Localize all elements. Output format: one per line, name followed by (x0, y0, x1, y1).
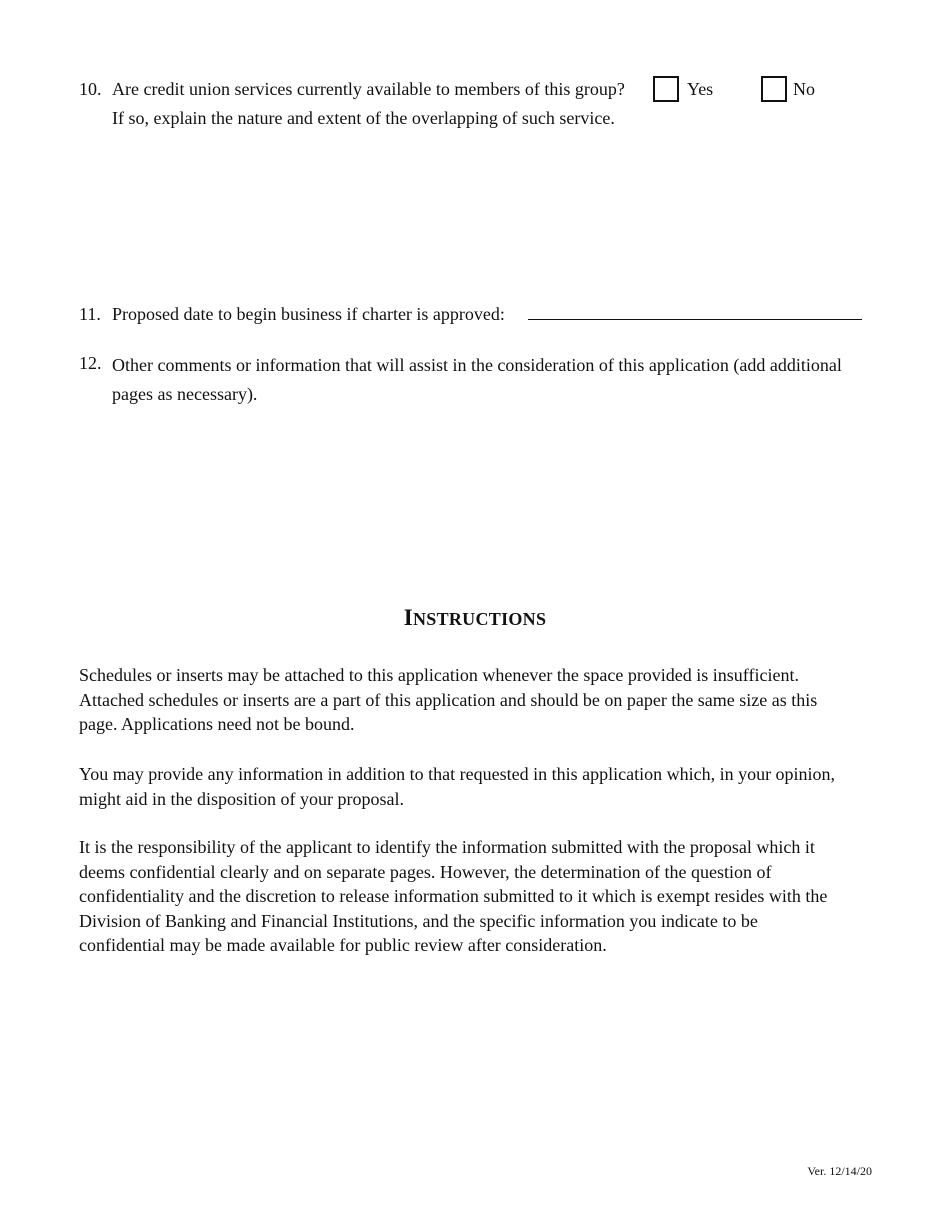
paragraph-line: Attached schedules or inserts are a part of this application and should be on paper the same size as this (79, 689, 818, 710)
version-label: Ver. 12/14/20 (807, 1164, 872, 1178)
instructions-heading (0, 606, 950, 631)
paragraph-line: confidential may be made available for public review after consideration. (79, 935, 607, 955)
heading-initial: I (403, 605, 413, 630)
heading-rest: NSTRUCTIONS (412, 609, 547, 629)
no-checkbox[interactable] (761, 76, 787, 102)
instructions-paragraph-3 (79, 835, 879, 958)
paragraph-line: page. Applications need not be bound. (79, 714, 355, 734)
paragraph-line: Schedules or inserts may be attached to this application whenever the space provided is insufficient. (79, 665, 799, 685)
date-answer-field[interactable] (528, 319, 862, 320)
question-number: 12. (79, 353, 102, 373)
question-body (112, 77, 879, 130)
paragraph-line: Division of Banking and Financial Institutions, and the specific information you indicate to be (79, 910, 758, 931)
paragraph-line: deems confidential clearly and on separate pages. However, the determination of the question of (79, 861, 772, 882)
paragraph-line: It is the responsibility of the applicant to identify the information submitted with the proposal which it (79, 837, 815, 857)
yes-checkbox[interactable] (653, 76, 679, 102)
question-text: Are credit union services currently available to members of this group? (112, 79, 625, 99)
paragraph-line: confidentiality and the discretion to release information submitted to it which is exempt resides with the (79, 886, 828, 906)
question-text: Proposed date to begin business if charter is approved: (112, 304, 505, 324)
question-body (112, 351, 879, 409)
question-subtext: pages as necessary). (112, 384, 258, 404)
instructions-paragraph-2 (79, 762, 879, 811)
question-subtext: If so, explain the nature and extent of the overlapping of such service. (112, 108, 615, 128)
question-text: Other comments or information that will assist in the consideration of this application (add additional (112, 355, 842, 375)
question-number: 10. (79, 79, 102, 99)
paragraph-line: You may provide any information in addition to that requested in this application which, in your opinion, (79, 764, 836, 784)
no-label: No (793, 79, 815, 99)
instructions-paragraph-1 (79, 663, 879, 737)
paragraph-line: might aid in the disposition of your proposal. (79, 788, 404, 809)
question-body (112, 302, 879, 326)
question-number: 11. (79, 304, 101, 324)
yes-label: Yes (687, 79, 714, 99)
